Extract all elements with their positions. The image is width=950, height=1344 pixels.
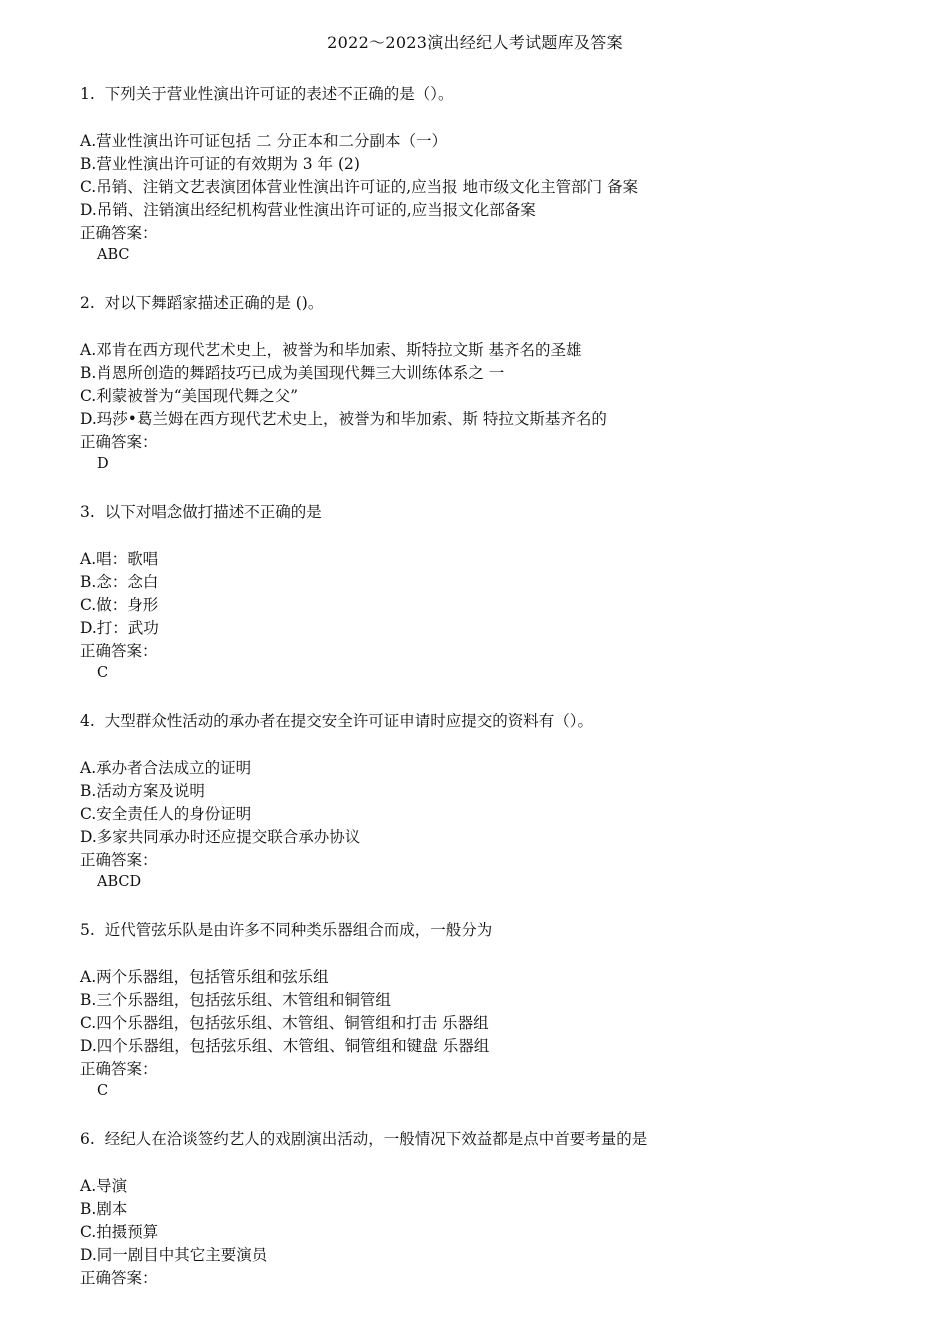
- option-d: D.打：武功: [80, 619, 159, 637]
- question-2: [80, 293, 900, 502]
- answer-label: 正确答案：: [80, 1060, 158, 1078]
- option-c: C.四个乐器组，包括弦乐组、木管组、铜管组和打击 乐器组: [80, 1014, 489, 1032]
- document-title: 2022～2023演出经纪人考试题库及答案: [327, 33, 623, 52]
- option-d: D.吊销、注销演出经纪机构营业性演出许可证的,应当报文化部备案: [80, 201, 536, 219]
- question-number: 5.: [80, 921, 95, 939]
- option-d: D.四个乐器组，包括弦乐组、木管组、铜管组和键盘 乐器组: [80, 1037, 490, 1055]
- question-text: [80, 1129, 900, 1176]
- question-6: [80, 1129, 900, 1338]
- question-number: 2.: [80, 294, 95, 312]
- option-c: C.拍摄预算: [80, 1223, 159, 1241]
- question-stem: 经纪人在洽谈签约艺人的戏剧演出活动，一般情况下效益都是点中首要考量的是: [104, 1130, 648, 1148]
- option-list: [80, 967, 900, 1059]
- question-text: [80, 711, 900, 758]
- option-c: C.吊销、注销文艺表演团体营业性演出许可证的,应当报 地市级文化主管部门 备案: [80, 178, 639, 196]
- option-b: B.三个乐器组，包括弦乐组、木管组和铜管组: [80, 991, 391, 1009]
- answer-value: ABCD: [97, 874, 142, 890]
- question-stem: 近代管弦乐队是由许多不同种类乐器组合而成，一般分为: [104, 921, 493, 939]
- option-b: B.营业性演出许可证的有效期为 3 年 (2): [80, 155, 360, 173]
- question-4: [80, 711, 900, 920]
- question-text: [80, 502, 900, 549]
- answer-value: C: [97, 1083, 109, 1099]
- question-number: 4.: [80, 712, 95, 730]
- question-1: [80, 84, 900, 293]
- question-text: [80, 84, 900, 131]
- answer-value: D: [97, 456, 109, 472]
- answer-label: 正确答案：: [80, 851, 158, 869]
- question-text: [80, 920, 900, 967]
- option-a: A.营业性演出许可证包括 二 分正本和二分副本（一）: [80, 132, 447, 150]
- option-b: B.念：念白: [80, 573, 159, 591]
- option-c: C.做：身形: [80, 596, 159, 614]
- question-list: [80, 84, 900, 1338]
- option-a: A.唱：歌唱: [80, 550, 159, 568]
- answer-label: 正确答案：: [80, 1269, 158, 1287]
- option-list: [80, 549, 900, 641]
- option-d: D.玛莎•葛兰姆在西方现代艺术史上，被誉为和毕加索、斯 特拉文斯基齐名的: [80, 410, 607, 428]
- question-stem: 以下对唱念做打描述不正确的是: [104, 503, 322, 521]
- answer-label: 正确答案：: [80, 224, 158, 242]
- option-c: C.利蒙被誉为“美国现代舞之父”: [80, 387, 299, 405]
- option-list: [80, 340, 900, 432]
- option-a: A.邓肯在西方现代艺术史上，被誉为和毕加索、斯特拉文斯 基齐名的圣雄: [80, 341, 582, 359]
- option-d: D.多家共同承办时还应提交联合承办协议: [80, 828, 361, 846]
- question-number: 1.: [80, 85, 95, 103]
- option-b: B.肖恩所创造的舞蹈技巧已成为美国现代舞三大训练体系之 一: [80, 364, 505, 382]
- question-number: 6.: [80, 1130, 95, 1148]
- answer-value: ABC: [97, 247, 130, 263]
- option-list: [80, 131, 900, 223]
- question-text: [80, 293, 900, 340]
- option-list: [80, 1176, 900, 1268]
- option-c: C.安全责任人的身份证明: [80, 805, 252, 823]
- answer-value: C: [97, 665, 109, 681]
- question-stem: 对以下舞蹈家描述正确的是 ()。: [104, 294, 324, 312]
- option-b: B.活动方案及说明: [80, 782, 205, 800]
- option-a: A.导演: [80, 1177, 128, 1195]
- option-d: D.同一剧目中其它主要演员: [80, 1246, 268, 1264]
- answer-label: 正确答案：: [80, 433, 158, 451]
- question-3: [80, 502, 900, 711]
- option-a: A.两个乐器组，包括管乐组和弦乐组: [80, 968, 329, 986]
- question-stem: 下列关于营业性演出许可证的表述不正确的是（）。: [104, 85, 454, 103]
- question-stem: 大型群众性活动的承办者在提交安全许可证申请时应提交的资料有（）。: [104, 712, 594, 730]
- answer-label: 正确答案：: [80, 642, 158, 660]
- option-b: B.剧本: [80, 1200, 128, 1218]
- option-list: [80, 758, 900, 850]
- question-number: 3.: [80, 503, 95, 521]
- option-a: A.承办者合法成立的证明: [80, 759, 252, 777]
- question-5: [80, 920, 900, 1129]
